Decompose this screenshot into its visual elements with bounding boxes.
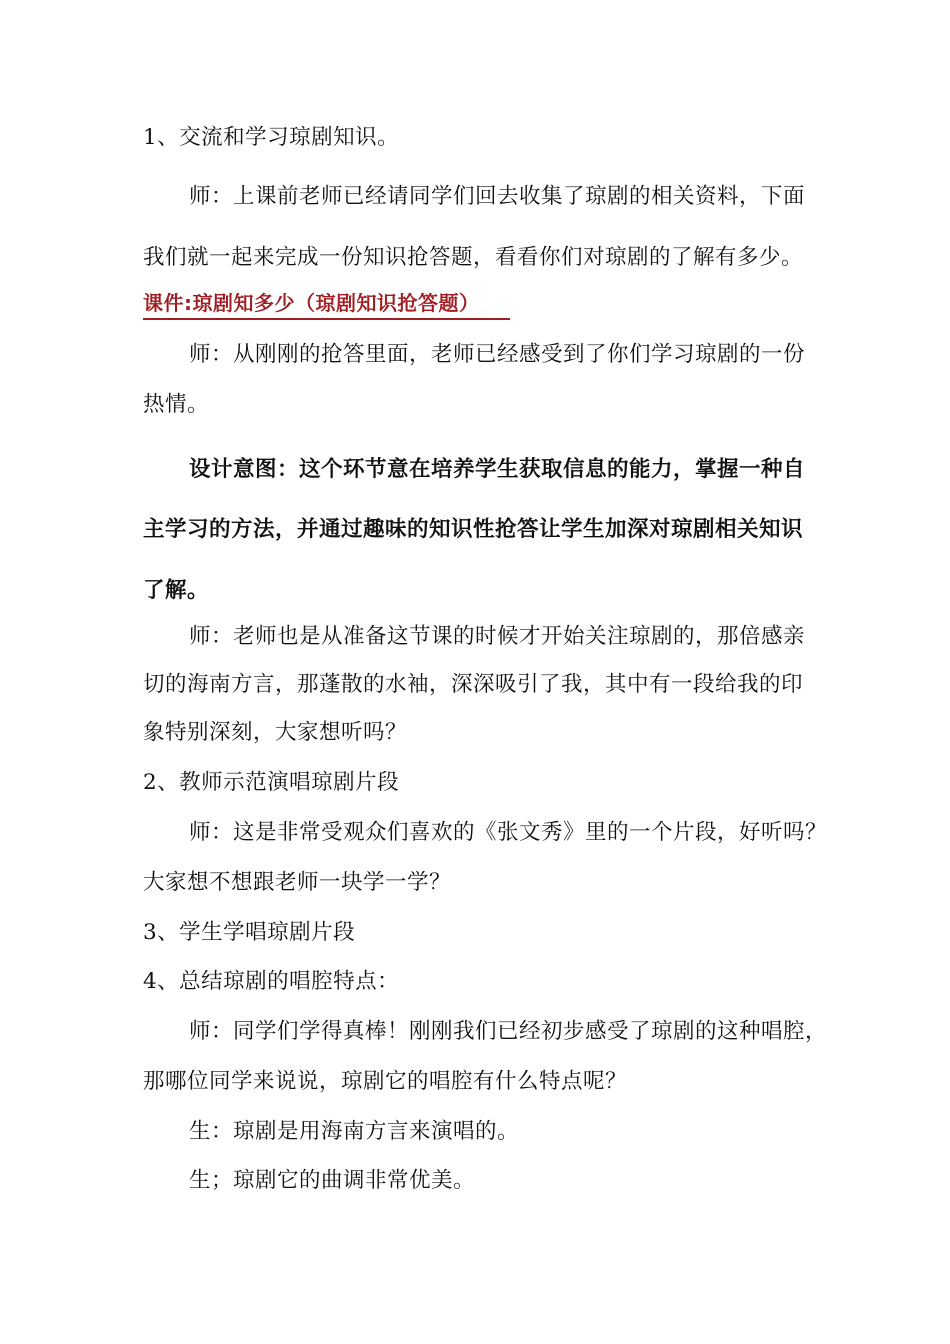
courseware-label: 课件:琼剧知多少（琼剧知识抢答题） — [143, 291, 480, 315]
teacher-paragraph-2-line-1: 师：从刚刚的抢答里面，老师已经感受到了你们学习琼剧的一份 — [189, 342, 806, 367]
design-intent-line-2: 主学习的方法，并通过趣味的知识性抢答让学生加深对琼剧相关知识 — [143, 517, 804, 542]
student-answer-1: 生：琼剧是用海南方言来演唱的。 — [189, 1119, 520, 1144]
design-intent-line-1: 设计意图：这个环节意在培养学生获取信息的能力，掌握一种自 — [189, 457, 806, 482]
teacher-paragraph-3-line-2: 切的海南方言，那蓬散的水袖，深深吸引了我，其中有一段给我的印 — [143, 672, 804, 697]
teacher-paragraph-1-line-1: 师：上课前老师已经请同学们回去收集了琼剧的相关资料，下面 — [189, 184, 806, 209]
teacher-paragraph-2-line-2: 热情。 — [143, 392, 210, 417]
design-intent-line-3: 了解。 — [143, 578, 210, 603]
section-heading-4: 4、总结琼剧的唱腔特点： — [143, 969, 400, 994]
student-answer-2: 生；琼剧它的曲调非常优美。 — [189, 1168, 476, 1193]
teacher-paragraph-4-line-1: 师：这是非常受观众们喜欢的《张文秀》里的一个片段，好听吗？ — [189, 820, 828, 845]
teacher-paragraph-5-line-1: 师：同学们学得真棒！刚刚我们已经初步感受了琼剧的这种唱腔， — [189, 1019, 828, 1044]
teacher-paragraph-4-line-2: 大家想不想跟老师一块学一学？ — [143, 870, 452, 895]
teacher-paragraph-3-line-3: 象特别深刻，大家想听吗？ — [143, 720, 408, 745]
section-heading-1: 1、交流和学习琼剧知识。 — [143, 125, 400, 150]
teacher-paragraph-3-line-1: 师：老师也是从准备这节课的时候才开始关注琼剧的，那倍感亲 — [189, 624, 806, 649]
section-heading-2: 2、教师示范演唱琼剧片段 — [143, 770, 400, 795]
teacher-paragraph-1-line-2: 我们就一起来完成一份知识抢答题，看看你们对琼剧的了解有多少。 — [143, 245, 804, 270]
section-heading-3: 3、学生学唱琼剧片段 — [143, 920, 356, 945]
courseware-underline — [143, 318, 510, 320]
teacher-paragraph-5-line-2: 那哪位同学来说说，琼剧它的唱腔有什么特点呢？ — [143, 1069, 628, 1094]
